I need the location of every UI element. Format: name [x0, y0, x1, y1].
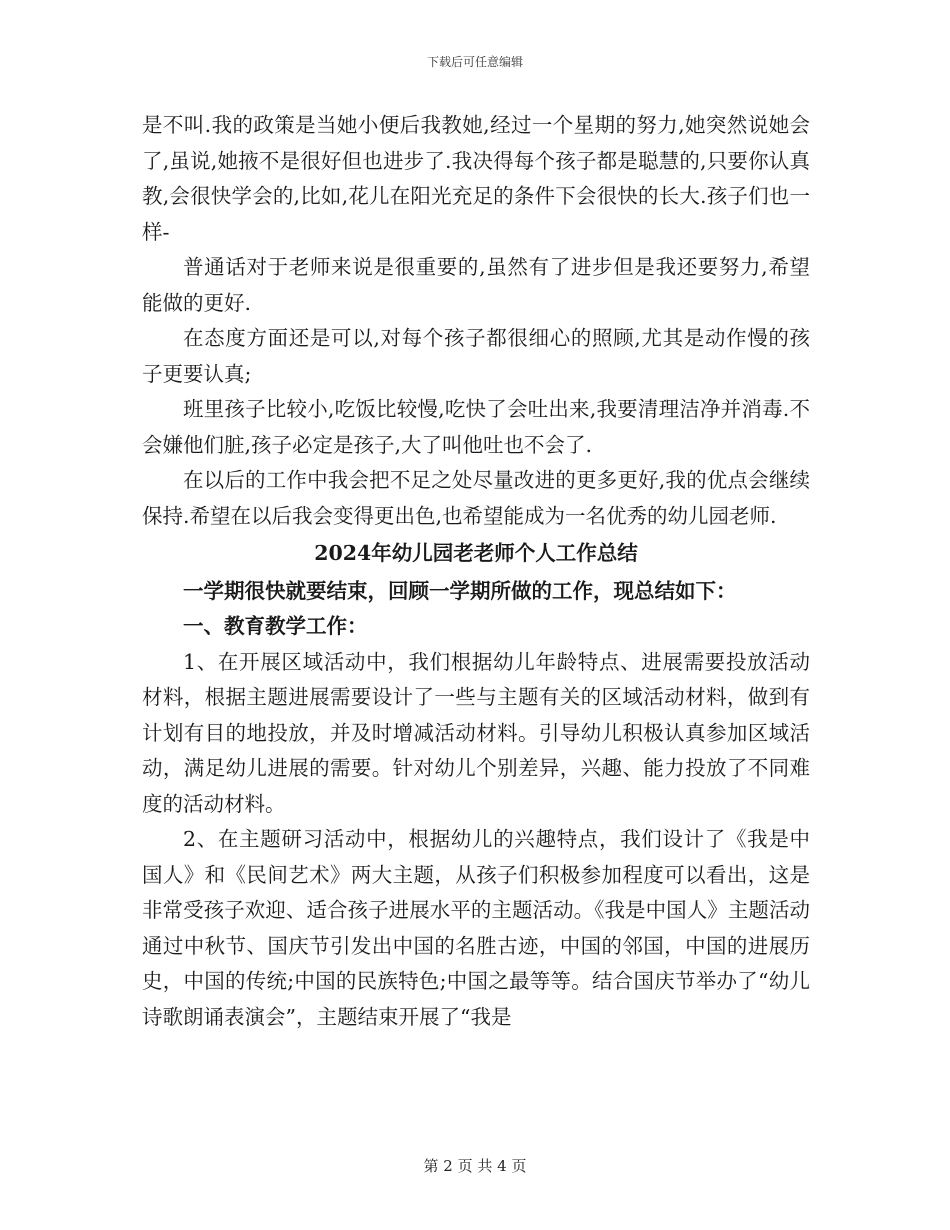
section-title: 2024年幼儿园老老师个人工作总结 — [314, 541, 638, 565]
document-body — [142, 108, 810, 1035]
list-item-1: 1、在开展区域活动中，我们根据幼儿年龄特点、进展需要投放活动材料，根据主题进展需要设计了一些与主题有关的区域活动材料，做到有计划有目的地投放，并及时增减活动材料。引导幼儿积极认真参加区域活动，满足幼儿进展的需要。针对幼儿个别差异，兴趣、能力投放了不同难度的活动材料。 — [142, 649, 810, 816]
page-footer: 第 2 页 共 4 页 — [423, 1157, 527, 1175]
page-header: 下载后可任意编辑 — [426, 55, 523, 69]
intro-line: 一学期很快就要结束，回顾一学期所做的工作，现总结如下： — [183, 578, 737, 603]
paragraph-meals: 班里孩子比较小,吃饭比较慢,吃快了会吐出来,我要清理洁净并消毒.不会嫌他们脏,孩子必定是孩子,大了叫他吐也不会了. — [142, 397, 810, 457]
list-item-2: 2、在主题研习活动中，根据幼儿的兴趣特点，我们设计了《我是中国人》和《民间艺术》两大主题，从孩子们积极参加程度可以看出，这是非常受孩子欢迎、适合孩子进展水平的主题活动。《我是中国人》主题活动通过中秋节、国庆节引发出中国的名胜古迹，中国的邻国，中国的进展历史，中国的传统;中国的民族特色;中国之最等等。结合国庆节举办了“幼儿诗歌朗诵表演会”，主题结束开展了“我是 — [142, 827, 810, 1029]
paragraph-mandarin: 普通话对于老师来说是很重要的,虽然有了进步但是我还要努力,希望能做的更好. — [142, 255, 810, 315]
paragraph-continuation: 是不叫.我的政策是当她小便后我教她,经过一个星期的努力,她突然说她会了,虽说,她掖不是很好但也进步了.我决得每个孩子都是聪慧的,只要你认真教,会很快学会的,比如,花儿在阳光充足的条件下会很快的长大.孩子们也一样- — [142, 113, 810, 244]
paragraph-future: 在以后的工作中我会把不足之处尽量改进的更多更好,我的优点会继续保持.希望在以后我会变得更出色,也希望能成为一名优秀的幼儿园老师. — [142, 468, 810, 528]
section-heading: 一、教育教学工作： — [183, 614, 368, 638]
paragraph-attitude: 在态度方面还是可以,对每个孩子都很细心的照顾,尤其是动作慢的孩子更要认真; — [142, 326, 810, 386]
